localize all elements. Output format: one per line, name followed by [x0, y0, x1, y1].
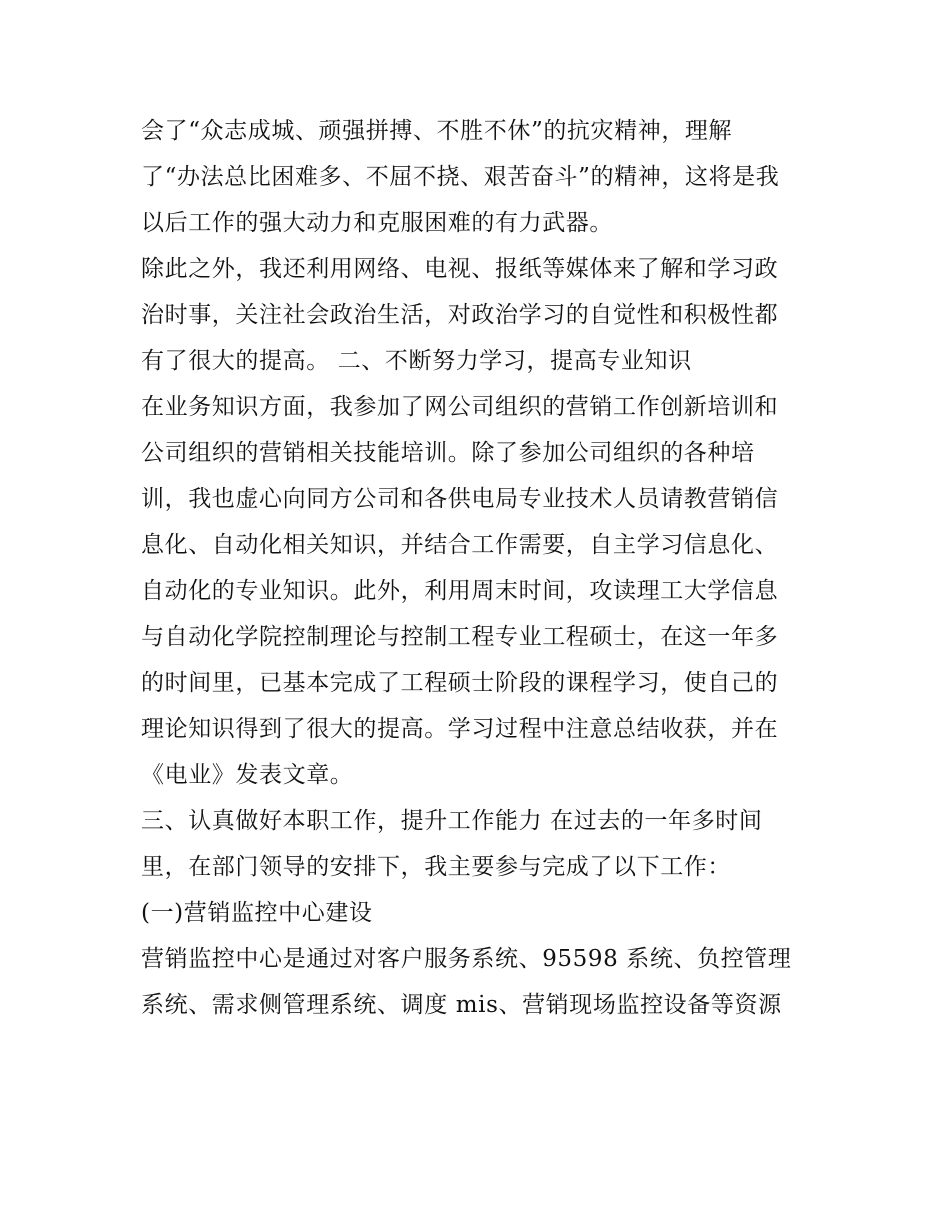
text-line: 理论知识得到了很大的提高。学习过程中注意总结收获，并在	[141, 716, 779, 742]
text-line: 里，在部门领导的安排下，我主要参与完成了以下工作：	[141, 854, 731, 880]
text-line: 三、认真做好本职工作，提升工作能力 在过去的一年多时间	[141, 808, 763, 834]
text-line: 的时间里，已基本完成了工程硕士阶段的课程学习，使自己的	[141, 670, 779, 696]
text-line: 训，我也虚心向同方公司和各供电局专业技术人员请教营销信	[141, 486, 779, 512]
text-line: 与自动化学院控制理论与控制工程专业工程硕士，在这一年多	[141, 624, 779, 650]
text-line: 公司组织的营销相关技能培训。除了参加公司组织的各种培	[141, 440, 755, 466]
text-line: 除此之外，我还利用网络、电视、报纸等媒体来了解和学习政	[141, 256, 779, 282]
text-line: 以后工作的强大动力和克服困难的有力武器。	[141, 210, 613, 236]
text-line: 了“办法总比困难多、不屈不挠、艰苦奋斗”的精神，这将是我	[141, 164, 780, 190]
text-line: 治时事，关注社会政治生活，对政治学习的自觉性和积极性都	[141, 302, 779, 328]
text-line: 《电业》发表文章。	[141, 762, 354, 788]
text-line: 在业务知识方面，我参加了网公司组织的营销工作创新培训和	[141, 394, 779, 420]
text-line: 有了很大的提高。 二、不断努力学习，提高专业知识	[141, 348, 692, 374]
text-line: 息化、自动化相关知识，并结合工作需要，自主学习信息化、	[141, 532, 779, 558]
text-line: 系统、需求侧管理系统、调度 mis、营销现场监控设备等资源	[141, 992, 782, 1018]
text-line: (一)营销监控中心建设	[141, 900, 373, 926]
text-line: 自动化的专业知识。此外，利用周末时间，攻读理工大学信息	[141, 578, 779, 604]
text-line: 营销监控中心是通过对客户服务系统、95598 系统、负控管理	[141, 946, 792, 972]
body-text	[141, 108, 821, 1028]
text-line: 会了“众志成城、顽强拼搏、不胜不休”的抗灾精神，理解	[141, 118, 733, 144]
